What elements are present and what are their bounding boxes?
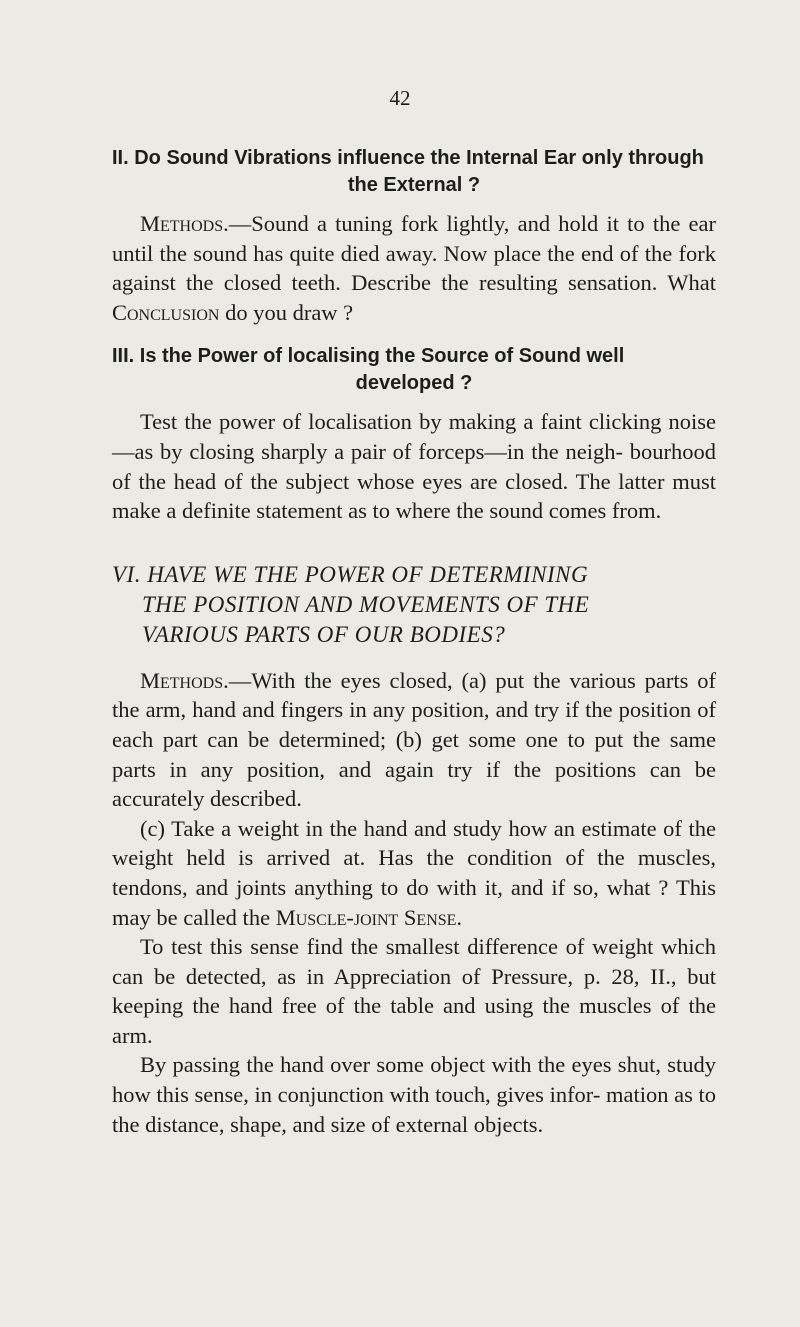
chapter-body (112, 666, 716, 1140)
chapter-para-2 (112, 814, 716, 932)
chapter-para-1 (112, 666, 716, 814)
chapter-para-4: By passing the hand over some object with the eyes shut, study how this sense, in conjunction with touch, gives infor- mation as to the distance, shape, and size of external objects. (112, 1052, 716, 1137)
chapter-heading-line2: THE POSITION AND MOVEMENTS OF THE (142, 591, 590, 617)
section-ii-text-2: do you draw ? (219, 299, 354, 325)
chapter-para-1-text: —With the eyes closed, (a) put the various parts of the arm, hand and fingers in any position, and try if the position of each part can be determined; (b) get some one to put the same parts in any position, and again try if the positions can be accurately described. (112, 667, 716, 812)
chapter-para-3: To test this sense find the smallest difference of weight which can be detected, as in Appreciation of Pressure, p. 28, II., but keeping the hand free of the table and using the muscles of the arm. (112, 934, 716, 1048)
chapter-para-2-text: (c) Take a weight in the hand and study how an estimate of the weight held is arrived at. Has the condition of the muscles, tendons, and joints anything to do with it, and if so, what ? This may be called the (112, 815, 716, 930)
page-number: 42 (389, 86, 411, 110)
section-iii-heading-cont (112, 370, 716, 397)
section-ii-heading-line2: the External ? (347, 174, 481, 196)
section-iii (112, 343, 716, 525)
chapter-heading-line3: VARIOUS PARTS OF OUR BODIES? (142, 621, 506, 647)
chapter-heading (112, 560, 716, 650)
section-iii-heading (112, 343, 716, 370)
section-ii-heading-cont (112, 172, 716, 199)
section-ii-text-1: —Sound a tuning fork lightly, and hold it to the ear until the sound has quite died away. Now place the end of the fork against the closed teeth. Describe the resulting sensation. What (112, 211, 716, 296)
section-ii (112, 145, 716, 327)
section-iii-heading-line2: developed ? (355, 372, 473, 395)
section-iii-heading-line1: III. Is the Power of localising the Source of Sound well (112, 345, 625, 368)
chapter-heading-line1: VI. HAVE WE THE POWER OF DETERMINING (112, 561, 589, 587)
section-ii-heading-line1: II. Do Sound Vibrations influence the Internal Ear only through (112, 147, 704, 169)
section-ii-heading (112, 145, 716, 172)
muscle-joint-label: Muscle-joint Sense. (275, 904, 463, 930)
conclusion-label: Conclusion (112, 299, 220, 325)
methods-label: Methods. (140, 211, 229, 236)
chapter-methods-label: Methods. (140, 667, 229, 693)
page-content (112, 145, 716, 1139)
section-ii-body (112, 209, 716, 327)
chapter-vi (112, 560, 716, 1140)
section-iii-body: Test the power of localisation by making a faint clicking noise—as by closing sharply a pair of forceps—in the neigh- bourhood of the head of the subject whose eyes are closed. The latter must make a definite statement as to where the sound comes from. (112, 409, 716, 524)
